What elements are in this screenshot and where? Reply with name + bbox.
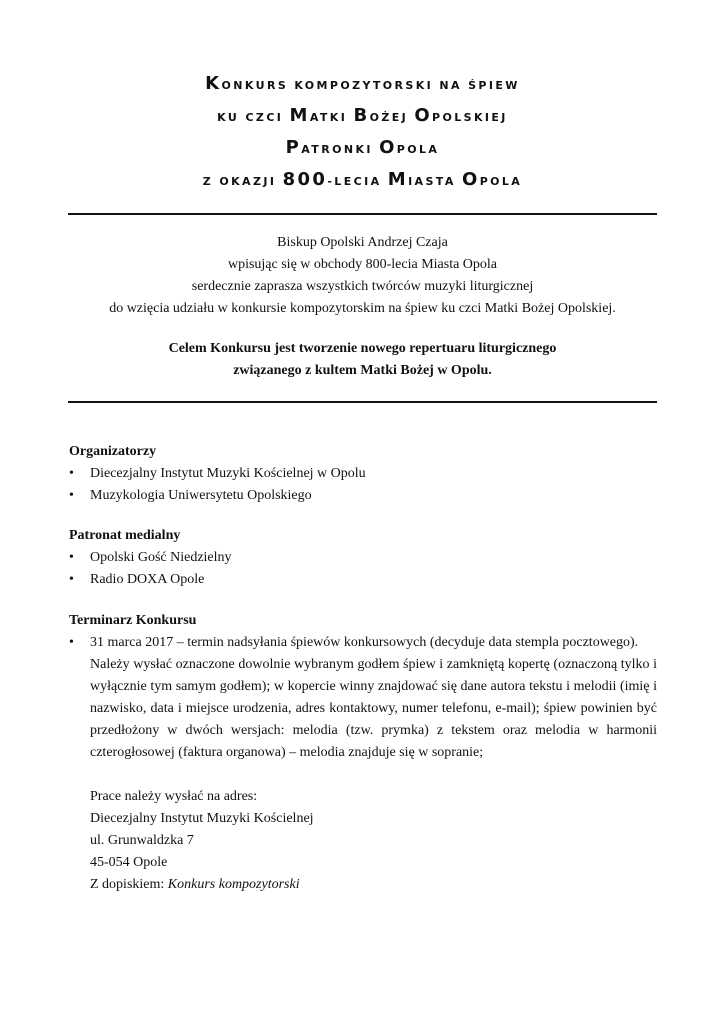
title-line-4	[60, 164, 665, 196]
title-text: z okazji	[202, 171, 283, 189]
intro-line: Biskup Opolski Andrzej Czaja	[277, 235, 448, 250]
title-text: pola	[396, 139, 440, 157]
title-text: ożej	[369, 107, 415, 125]
list-item	[69, 547, 657, 569]
goal-line: związanego z kultem Matki Bożej w Opolu.	[233, 363, 492, 378]
title-initial: B	[353, 105, 370, 126]
address-line: Diecezjalny Instytut Muzyki Kościelnej	[90, 811, 314, 826]
divider-bottom	[68, 401, 657, 403]
address-note	[90, 874, 657, 896]
address-line: 45-054 Opole	[90, 855, 168, 870]
title-initial: O	[379, 137, 397, 158]
title-text: atki	[309, 107, 354, 125]
title-text: iasta	[408, 171, 462, 189]
divider-top	[68, 213, 657, 215]
list-item-text: Muzykologia Uniwersytetu Opolskiego	[90, 488, 312, 503]
patronage-section	[69, 525, 657, 591]
section-heading: Patronat medialny	[69, 528, 181, 543]
title-number: 800	[282, 169, 328, 190]
list-item-text: Diecezjalny Instytut Muzyki Kościelnej w Opolu	[90, 466, 366, 481]
title-initial: P	[285, 137, 302, 158]
title-initial: M	[289, 105, 310, 126]
title-line-2	[60, 100, 665, 132]
intro-block	[68, 232, 657, 320]
title-initial: M	[387, 169, 409, 190]
title-text: pola	[479, 171, 523, 189]
title-initial: O	[461, 169, 480, 190]
address-line: ul. Grunwaldzka 7	[90, 833, 194, 848]
bullet-icon: •	[69, 572, 74, 587]
list-item	[69, 632, 657, 896]
list-item-text: Opolski Gość Niedzielny	[90, 550, 232, 565]
bullet-icon: •	[69, 466, 74, 481]
submission-instructions: Należy wysłać oznaczone dowolnie wybranym godłem śpiew i zamkniętą kopertę (oznaczoną tylko i wyłącznie tym samym godłem); w kopercie winny znajdować się dane autora tekstu i melodii (imię i nazwisko, data i miejsce urodzenia, adres kontaktowy, numer telefonu, e-mail); śpiew powinien być przedłożony w dwóch wersjach: melodia (tzw. prymka) z tekstem oraz melodia w harmonii czterogłosowej (faktura organowa) – melodia znajduje się w sopranie;	[90, 657, 657, 760]
intro-line: serdecznie zaprasza wszystkich twórców muzyki liturgicznej	[191, 279, 534, 294]
list-item	[69, 463, 657, 485]
title-line-3	[60, 132, 665, 164]
section-heading: Terminarz Konkursu	[69, 613, 197, 628]
title-initial: O	[414, 105, 433, 126]
intro-line: wpisując się w obchody 800-lecia Miasta Opola	[227, 257, 498, 272]
title-text: polskiej	[432, 107, 508, 125]
title-line-1	[60, 68, 665, 100]
goal-statement	[68, 338, 657, 382]
title-text: onkurs kompozytorski na śpiew	[221, 75, 520, 93]
title-text: -lecia	[327, 171, 388, 189]
document-title	[60, 68, 665, 196]
deadline-text: 31 marca 2017 – termin nadsyłania śpiewów konkursowych (decyduje data stempla pocztowego).	[90, 635, 639, 650]
title-initial: K	[205, 73, 222, 94]
section-heading: Organizatorzy	[69, 444, 157, 459]
bullet-icon: •	[69, 550, 74, 565]
title-text: atronki	[301, 139, 380, 157]
intro-line: do wzięcia udziału w konkursie kompozytorskim na śpiew ku czci Matki Bożej Opolskiej.	[109, 301, 616, 316]
spacer	[90, 764, 657, 786]
schedule-section	[69, 610, 657, 896]
list-item-text: Radio DOXA Opole	[90, 572, 205, 587]
title-text: ku czci	[217, 107, 290, 125]
list-item	[69, 485, 657, 507]
list-item	[69, 569, 657, 591]
address-intro: Prace należy wysłać na adres:	[90, 789, 258, 804]
note-value: Konkurs kompozytorski	[167, 877, 300, 892]
bullet-icon: •	[69, 488, 74, 503]
goal-line: Celem Konkursu jest tworzenie nowego repertuaru liturgicznego	[168, 341, 557, 356]
bullet-icon: •	[69, 635, 74, 650]
organizers-section	[69, 441, 657, 507]
note-label: Z dopiskiem:	[90, 877, 168, 892]
